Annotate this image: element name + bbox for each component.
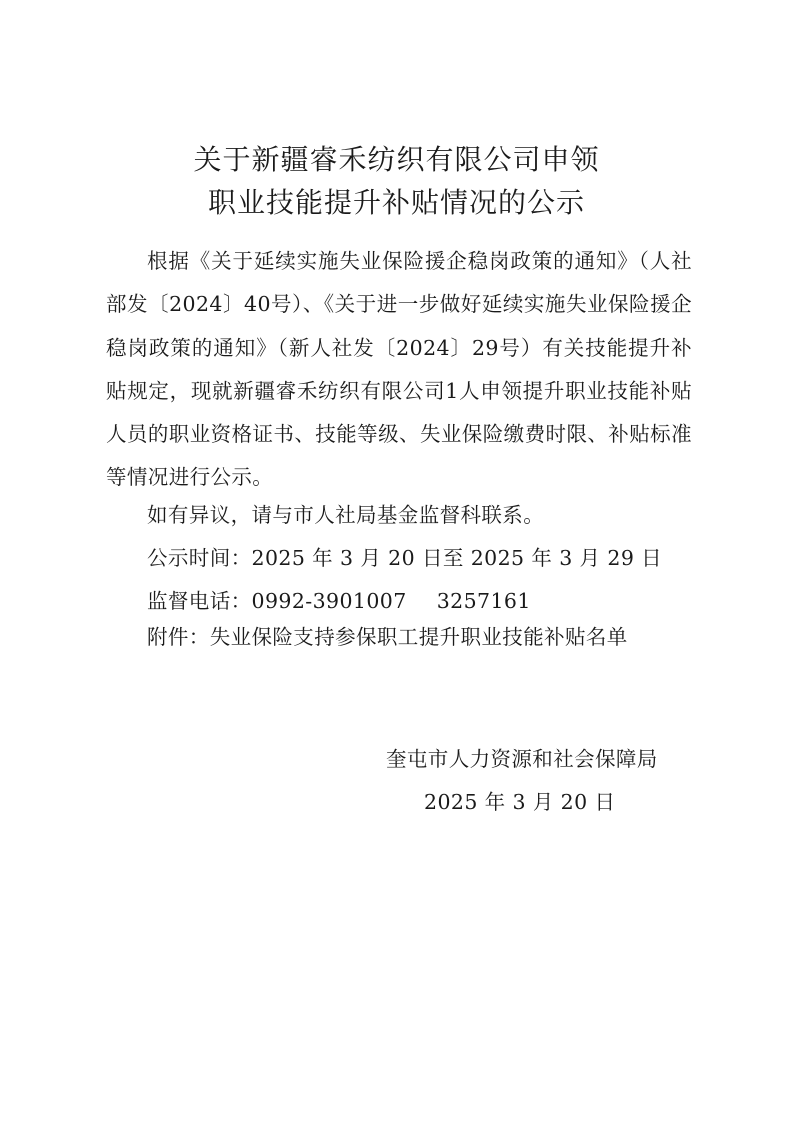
notice-period-label: 公示时间： [147, 546, 252, 570]
supervision-phone [147, 586, 531, 616]
attachment [147, 622, 628, 652]
issue-date: 2025 年 3 月 20 日 [424, 790, 616, 814]
document-title-line-1: 关于新疆睿禾纺织有限公司申领 [193, 143, 600, 176]
attachment-label: 附件： [147, 625, 210, 649]
document-title-line-2: 职业技能提升补贴情况的公示 [207, 186, 585, 219]
phone-label: 监督电话： [147, 589, 252, 613]
phone-number-2: 3257161 [436, 589, 531, 613]
attachment-value: 失业保险支持参保职工提升职业技能补贴名单 [209, 625, 628, 649]
notice-period-value: 2025 年 3 月 20 日至 2025 年 3 月 29 日 [251, 546, 663, 570]
phone-number-1: 0992-3901007 [251, 589, 407, 613]
issuer-name: 奎屯市人力资源和社会保障局 [386, 747, 658, 771]
objection-note: 如有异议，请与市人社局基金监督科联系。 [147, 503, 545, 527]
notice-period [147, 543, 662, 573]
body-paragraph: 根据《关于延续实施失业保险援企稳岗政策的通知》（人社部发〔2024〕40号）、《关于进一步做好延续实施失业保险援企稳岗政策的通知》（新人社发〔2024〕29号）有关技能提升补贴规定，现就新疆睿禾纺织有限公司1人申领提升职业技能补贴人员的职业资格证书、技能等级、失业保险缴费时限、补贴标准等情况进行公示。 [106, 249, 692, 490]
